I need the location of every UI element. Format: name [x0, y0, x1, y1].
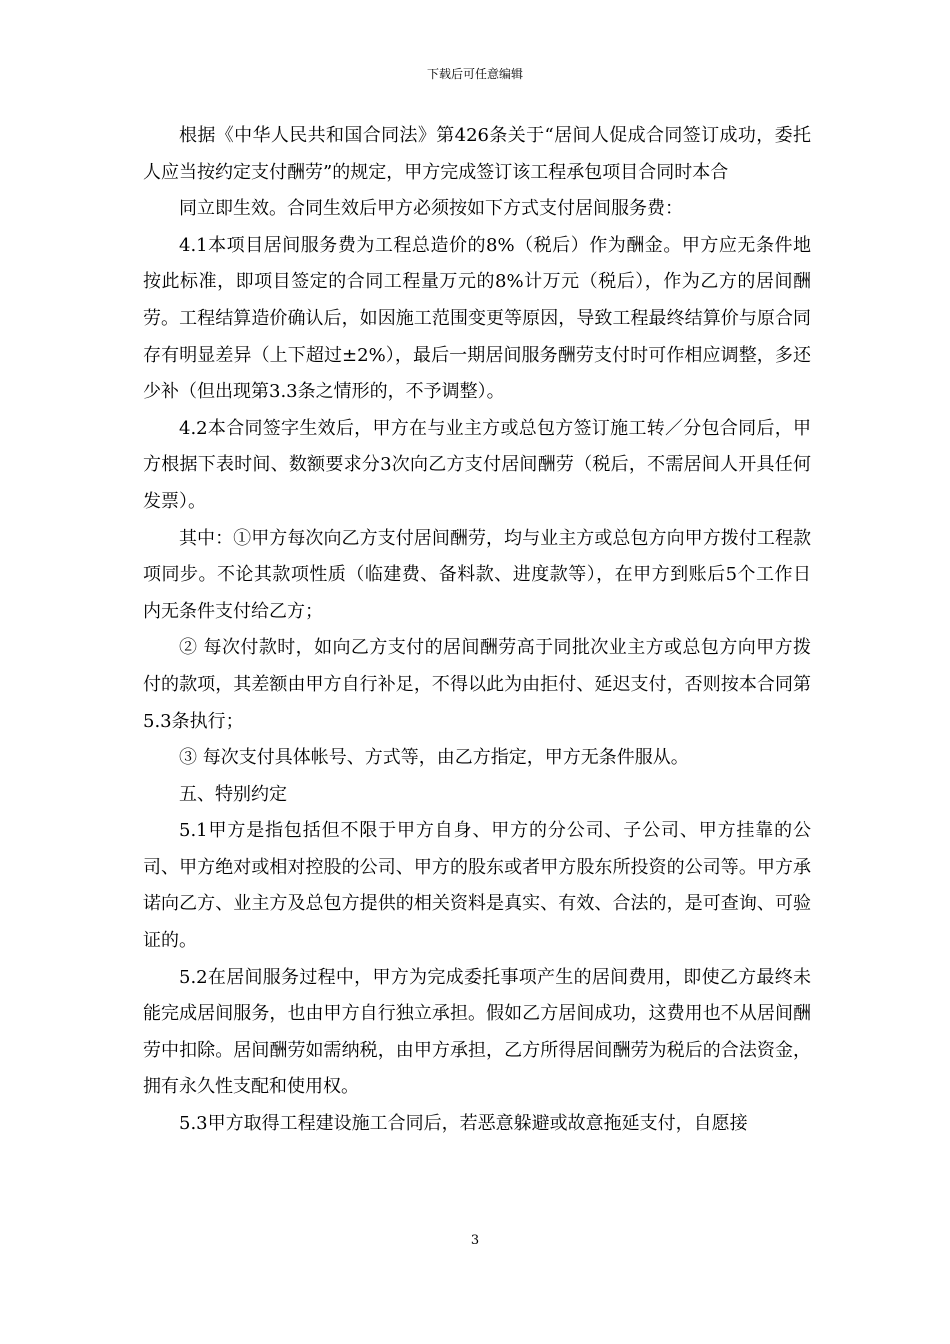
paragraph: 同立即生效。合同生效后甲方必须按如下方式支付居间服务费：	[179, 198, 683, 220]
document-body	[143, 118, 811, 1143]
paragraph: 5.3甲方取得工程建设施工合同后，若恶意躲避或故意拖延支付，自愿接	[179, 1113, 748, 1135]
paragraph: 根据《中华人民共和国合同法》第426条关于“居间人促成合同签订成功，委托人应当按约定支付酬劳”的规定，甲方完成签订该工程承包项目合同时本合	[143, 125, 811, 183]
paragraph: 5.2在居间服务过程中，甲方为完成委托事项产生的居间费用，即使乙方最终未能完成居间服务，也由甲方自行独立承担。假如乙方居间成功，这费用也不从居间酬劳中扣除。居间酬劳如需纳税，由甲方承担，乙方所得居间酬劳为税后的合法资金，拥有永久性支配和使用权。	[143, 966, 811, 1098]
paragraph: 其中：①甲方每次向乙方支付居间酬劳，均与业主方或总包方向甲方拨付工程款项同步。不论其款项性质（临建费、备料款、进度款等），在甲方到账后5个工作日内无条件支付给乙方；	[143, 527, 811, 622]
page-number: 3	[470, 1233, 480, 1248]
section-heading: 五、特别约定	[179, 783, 287, 805]
paragraph: ② 每次付款时，如向乙方支付的居间酬劳高于同批次业主方或总包方向甲方拨付的款项，其差额由甲方自行补足，不得以此为由拒付、延迟支付，否则按本合同第5.3条执行；	[143, 637, 811, 732]
paragraph: 4.1本项目居间服务费为工程总造价的8%（税后）作为酬金。甲方应无条件地按此标准，即项目签定的合同工程量万元的8%计万元（税后），作为乙方的居间酬劳。工程结算造价确认后，如因施工范围变更等原因，导致工程最终结算价与原合同存有明显差异（上下超过±2%），最后一期居间服务酬劳支付时可作相应调整，多还少补（但出现第3.3条之情形的，不予调整）。	[143, 234, 811, 403]
paragraph: 5.1甲方是指包括但不限于甲方自身、甲方的分公司、子公司、甲方挂靠的公司、甲方绝对或相对控股的公司、甲方的股东或者甲方股东所投资的公司等。甲方承诺向乙方、业主方及总包方提供的相关资料是真实、有效、合法的，是可查询、可验证的。	[143, 820, 811, 952]
paragraph: 4.2本合同签字生效后，甲方在与业主方或总包方签订施工转／分包合同后，甲方根据下表时间、数额要求分3次向乙方支付居间酬劳（税后，不需居间人开具任何发票）。	[143, 417, 811, 512]
paragraph: ③ 每次支付具体帐号、方式等，由乙方指定，甲方无条件服从。	[179, 747, 689, 769]
page-header: 下载后可任意编辑	[426, 67, 523, 81]
